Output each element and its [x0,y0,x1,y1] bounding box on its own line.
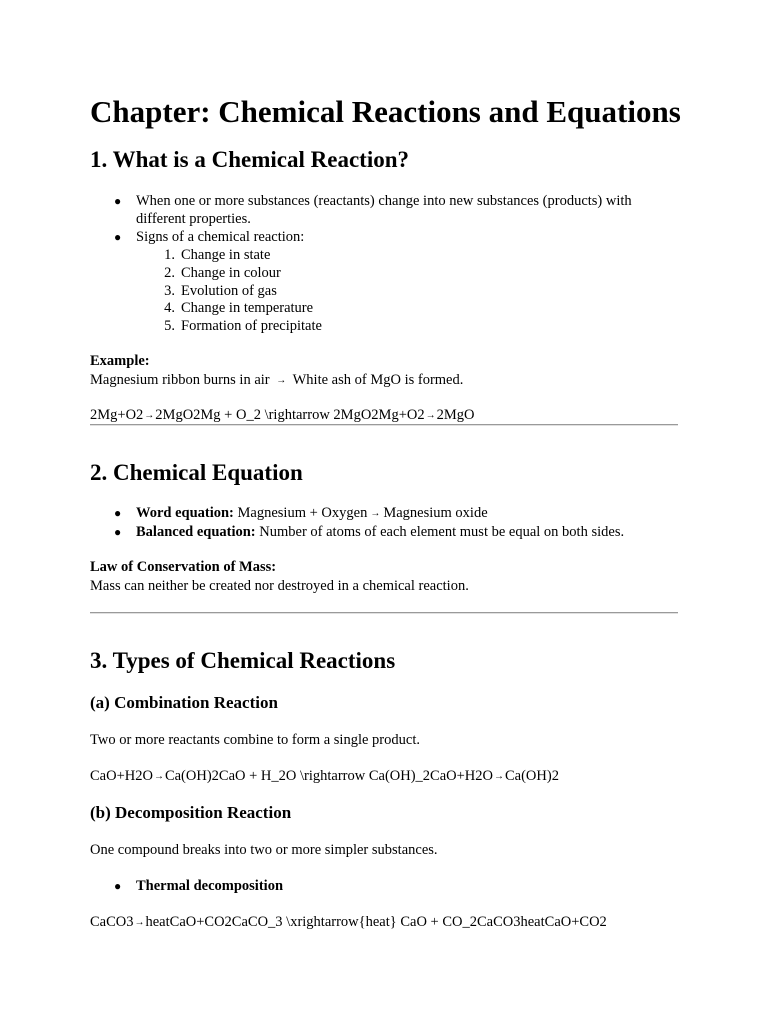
bullet-signs: Signs of a chemical reaction: [136,229,305,245]
law-text: Mass can neither be created nor destroyed in a chemical reaction. [90,578,469,594]
right-arrow-icon: → [276,375,287,386]
equation-part: Ca(OH)2CaO + H_2O \rightarrow Ca(OH)_2CaO+H2O [164,768,493,784]
word-equation-before: Magnesium + Oxygen [237,505,368,521]
section-divider [90,424,678,426]
section-2-heading: 2. Chemical Equation [90,460,303,485]
sign-item: Change in colour [181,265,281,281]
balanced-equation-text: Number of atoms of each element must be equal on both sides. [259,524,625,540]
decomposition-text: One compound breaks into two or more simpler substances. [90,842,438,858]
equation-part: Ca(OH)2 [505,768,559,784]
balanced-equation-label: Balanced equation: [136,524,256,540]
bullet-marker: ● [114,879,122,893]
bullet-marker: ● [114,230,122,244]
bullet-balanced-equation [136,523,624,541]
list-number: 1. [164,247,175,263]
equation-magnesium [90,406,474,425]
equation-decomposition [90,913,607,932]
example-before: Magnesium ribbon burns in air [90,372,270,388]
section-1-heading: 1. What is a Chemical Reaction? [90,147,410,172]
right-arrow-icon: → [494,771,504,782]
bullet-thermal-decomposition: Thermal decomposition [136,878,284,894]
bullet-word-equation [136,504,488,523]
sign-item: Change in state [181,247,271,263]
right-arrow-icon: → [425,410,436,421]
section-divider [90,612,678,614]
sign-item: Formation of precipitate [181,318,322,334]
example-after: White ash of MgO is formed. [292,372,464,388]
equation-part: 2MgO2Mg + O_2 \rightarrow 2MgO2Mg+O2 [155,407,425,423]
word-equation-after: Magnesium oxide [383,505,488,521]
right-arrow-icon: → [134,917,145,928]
list-number: 3. [164,283,175,299]
decomposition-heading: (b) Decomposition Reaction [90,803,292,822]
equation-part: heatCaO+CO2CaCO_3 \xrightarrow{heat} CaO + CO_2CaCO3heatCaO+CO2 [145,914,607,930]
list-number: 5. [164,318,175,334]
example-label: Example: [90,353,150,369]
right-arrow-icon: → [370,508,381,519]
law-label: Law of Conservation of Mass: [90,559,277,575]
equation-combination [90,767,559,786]
combination-heading: (a) Combination Reaction [90,693,278,712]
bullet-marker: ● [114,506,122,520]
section-3-heading: 3. Types of Chemical Reactions [90,648,396,673]
right-arrow-icon: → [144,410,155,421]
sign-item: Evolution of gas [181,283,277,299]
equation-part: 2Mg+O2 [90,407,144,423]
list-number: 2. [164,265,175,281]
right-arrow-icon: → [153,771,164,782]
example-text [90,371,463,390]
equation-part: CaCO3 [90,914,134,930]
combination-text: Two or more reactants combine to form a single product. [90,732,420,748]
list-number: 4. [164,300,175,316]
sign-item: Change in temperature [181,300,314,316]
bullet-reaction-definition-line2: different properties. [136,211,251,227]
equation-part: 2MgO [436,407,475,423]
bullet-marker: ● [114,194,122,208]
bullet-marker: ● [114,525,122,539]
page-title: Chapter: Chemical Reactions and Equations [90,94,681,129]
word-equation-label: Word equation: [136,505,234,521]
equation-part: CaO+H2O [90,768,153,784]
bullet-reaction-definition-line1: When one or more substances (reactants) change into new substances (products) with [136,193,632,209]
